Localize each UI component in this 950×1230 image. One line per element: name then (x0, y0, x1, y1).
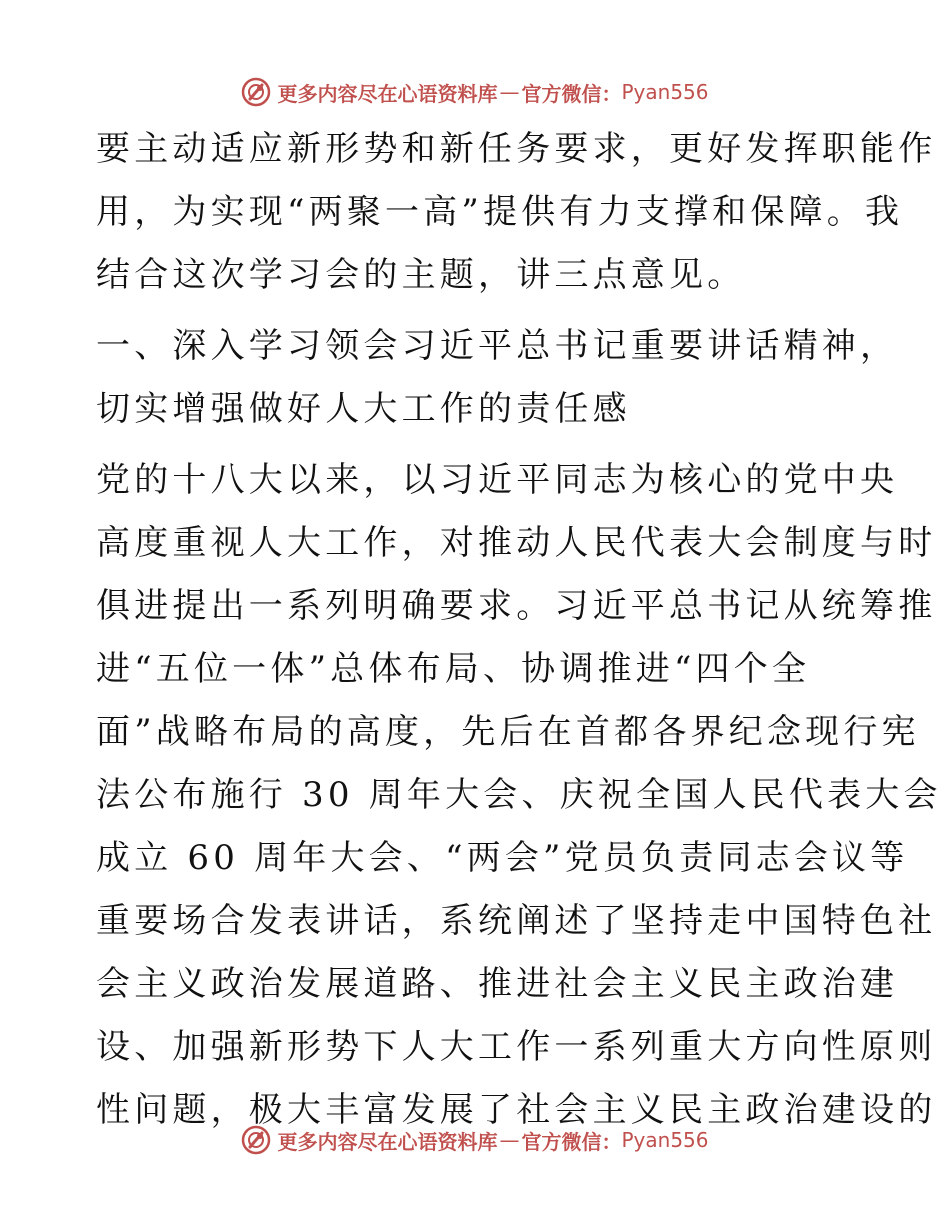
footer-banner (0, 1120, 950, 1160)
text-line: 设、加强新形势下人大工作一系列重大方向性原则 (96, 1027, 937, 1067)
text-line: 法公布施行 30 周年大会、庆祝全国人民代表大会 (96, 775, 942, 815)
text-line: 成立 60 周年大会、“两会”党员负责同志会议等 (96, 838, 909, 878)
text-line: 结合这次学习会的主题，讲三点意见。 (96, 255, 746, 295)
banner-wechat-id: Pyan556 (621, 1128, 709, 1152)
banner-wechat-label: 官方微信： (521, 1129, 622, 1154)
text-line: 面”战略布局的高度，先后在首都各界纪念现行宪 (96, 712, 920, 752)
text-line: 重要场合发表讲话，系统阐述了坚持走中国特色社 (96, 901, 937, 941)
text-line: 高度重视人大工作，对推动人民代表大会制度与时 (96, 523, 937, 563)
banner-wechat-label: 官方微信： (521, 81, 622, 106)
paragraph-intro (96, 118, 937, 307)
text-line: 用，为实现“两聚一高”提供有力支撑和保障。我 (96, 192, 904, 232)
logo-icon (241, 77, 271, 107)
text-line: 进“五位一体”总体布局、协调推进“四个全 (96, 649, 811, 689)
text-line: 会主义政治发展道路、推进社会主义民主政治建 (96, 964, 899, 1004)
text-line: 俱进提出一系列明确要求。习近平总书记从统筹推 (96, 586, 937, 626)
text-line: 性问题，极大丰富发展了社会主义民主政治建设的 (96, 1090, 937, 1130)
banner-separator: — (499, 80, 520, 104)
banner-wechat-id: Pyan556 (621, 80, 709, 104)
text-line: 党的十八大以来，以习近平同志为核心的党中央 (96, 460, 899, 500)
paragraph-body (96, 449, 942, 1142)
banner-site-text: 更多内容尽在心语资料库 (277, 81, 498, 106)
heading-line: 一、深入学习领会习近平总书记重要讲话精神， (96, 326, 899, 366)
heading-line: 切实增强做好人大工作的责任感 (96, 389, 631, 429)
logo-icon (241, 1125, 271, 1155)
document-body (96, 118, 942, 1142)
banner-site-text: 更多内容尽在心语资料库 (277, 1129, 498, 1154)
banner-separator: — (499, 1128, 520, 1152)
section-heading (96, 315, 899, 441)
text-line: 要主动适应新形势和新任务要求，更好发挥职能作 (96, 129, 937, 169)
header-banner (0, 72, 950, 112)
